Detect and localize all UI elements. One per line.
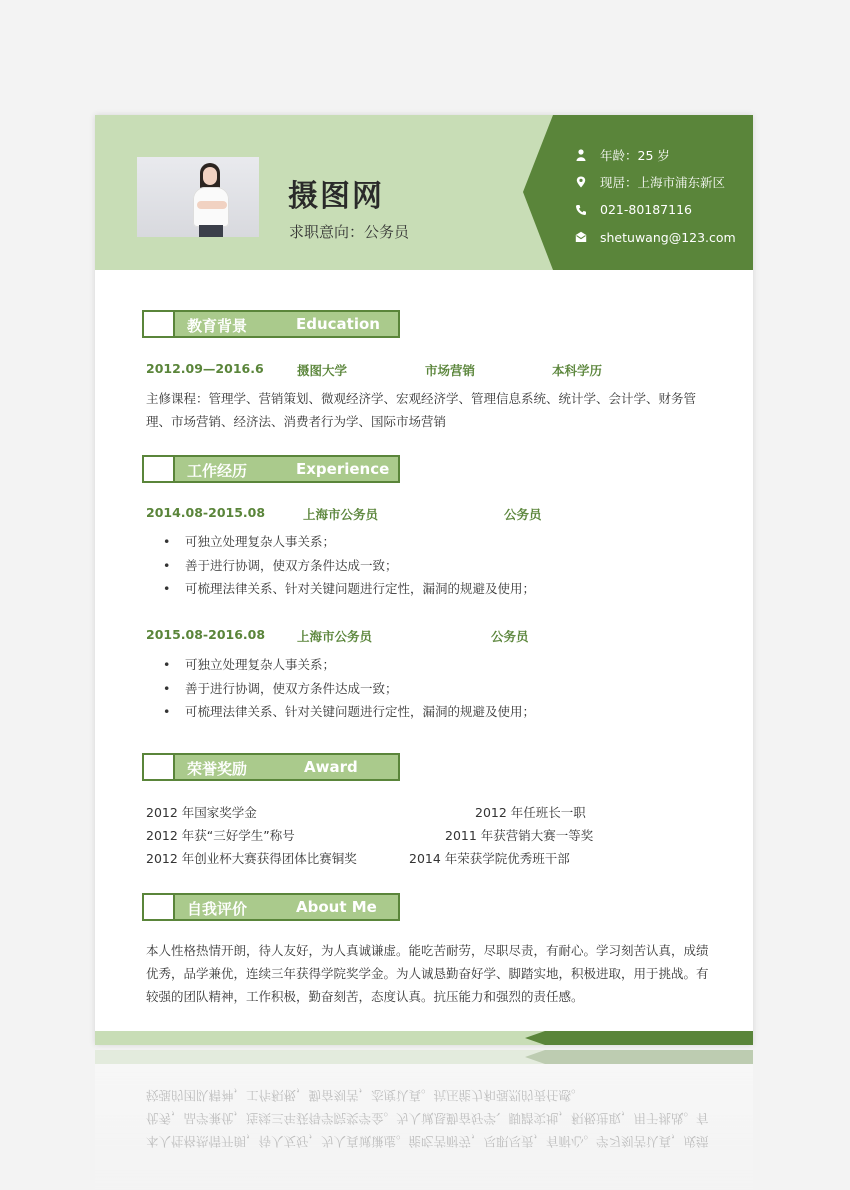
resume-page <box>95 115 753 1045</box>
about-title-cn: 自我评价 <box>187 900 248 918</box>
job-2-company: 上海市公务员 <box>297 629 373 644</box>
section-header-award <box>142 753 400 781</box>
contact-address <box>575 169 736 197</box>
page-reflection <box>95 1050 753 1190</box>
education-school: 摄图大学 <box>297 363 348 378</box>
about-title-en: About Me <box>296 898 377 916</box>
education-title-cn: 教育背景 <box>187 317 248 335</box>
list-item: • 善于进行协调，使双方条件达成一致； <box>163 677 535 701</box>
award-left-3: 2012 年创业杯大赛获得团体比赛铜奖 <box>146 851 357 866</box>
job-2-period: 2015.08-2016.08 <box>146 627 266 642</box>
section-header-experience <box>142 455 400 483</box>
award-title-cn: 荣誉奖励 <box>187 760 248 778</box>
contact-age-text: 年龄：25 岁 <box>600 147 670 163</box>
job-1-period: 2014.08-2015.08 <box>146 505 266 520</box>
phone-icon <box>575 204 587 216</box>
education-degree: 本科学历 <box>552 363 603 378</box>
job-intent: 求职意向：公务员 <box>289 223 410 241</box>
contact-list <box>575 141 736 251</box>
contact-phone <box>575 196 736 224</box>
job-1-company: 上海市公务员 <box>303 507 379 522</box>
mail-icon <box>575 231 587 243</box>
list-item: • 可独立处理复杂人事关系； <box>163 530 535 554</box>
contact-phone-text: 021-80187116 <box>600 202 692 218</box>
about-text: 本人性格热情开朗，待人友好，为人真诚谦虚。能吃苦耐劳，尽职尽责，有耐心。学习刻苦认真，成绩优秀，品学兼优，连续三年获得学院奖学金。为人诚恳勤奋好学、脚踏实地，积极进取，用于挑战。有较强的团队精神，工作积极，勤奋刻苦，态度认真。抗压能力和强烈的责任感。 <box>146 943 709 1004</box>
award-left-1: 2012 年国家奖学金 <box>146 805 257 820</box>
list-item: • 善于进行协调，使双方条件达成一致； <box>163 554 535 578</box>
footer-accent <box>525 1031 753 1045</box>
experience-title-en: Experience <box>296 460 390 478</box>
education-major: 市场营销 <box>425 363 476 378</box>
award-right-2: 2011 年获营销大赛一等奖 <box>445 828 594 843</box>
award-title-en: Award <box>304 758 358 776</box>
list-item: • 可梳理法律关系、针对关键问题进行定性，漏洞的规避及使用； <box>163 577 535 601</box>
reflection-text: 本人性格热情开朗，待人友好，为人真诚谦虚。能吃苦耐劳，尽职尽责，有耐心。学习刻苦认真，成绩优秀，品学兼优，连续三年获得学院奖学金。为人诚恳勤奋好学、脚踏实地，积极进取，用于挑战。有较强的团队精神，工作积极，勤奋刻苦，态度认真。抗压能力和强烈的责任感。 <box>146 1088 709 1149</box>
award-right-1: 2012 年任班长一职 <box>475 805 586 820</box>
experience-title-cn: 工作经历 <box>187 462 248 480</box>
contact-email <box>575 224 736 252</box>
job-1-duties <box>163 530 535 601</box>
award-left-2: 2012 年获“三好学生”称号 <box>146 828 295 843</box>
education-period: 2012.09—2016.6 <box>146 361 264 376</box>
section-header-about <box>142 893 400 921</box>
list-item: • 可独立处理复杂人事关系； <box>163 653 535 677</box>
section-header-education <box>142 310 400 338</box>
contact-age <box>575 141 736 169</box>
person-icon <box>575 149 587 161</box>
list-item: • 可梳理法律关系、针对关键问题进行定性，漏洞的规避及使用； <box>163 700 535 724</box>
candidate-name: 摄图网 <box>288 179 384 214</box>
job-2-duties <box>163 653 535 724</box>
contact-address-text: 现居：上海市浦东新区 <box>600 175 726 191</box>
award-right-3: 2014 年荣获学院优秀班干部 <box>409 851 570 866</box>
job-1-position: 公务员 <box>504 507 542 522</box>
contact-email-text: shetuwang@123.com <box>600 229 736 245</box>
job-2-position: 公务员 <box>491 629 529 644</box>
profile-photo <box>137 157 259 237</box>
location-pin-icon <box>575 176 587 188</box>
education-courses: 主修课程：管理学、营销策划、微观经济学、宏观经济学、管理信息系统、统计学、会计学、财务管理、市场营销、经济法、消费者行为学、国际市场营销 <box>146 391 697 429</box>
education-title-en: Education <box>296 315 380 333</box>
